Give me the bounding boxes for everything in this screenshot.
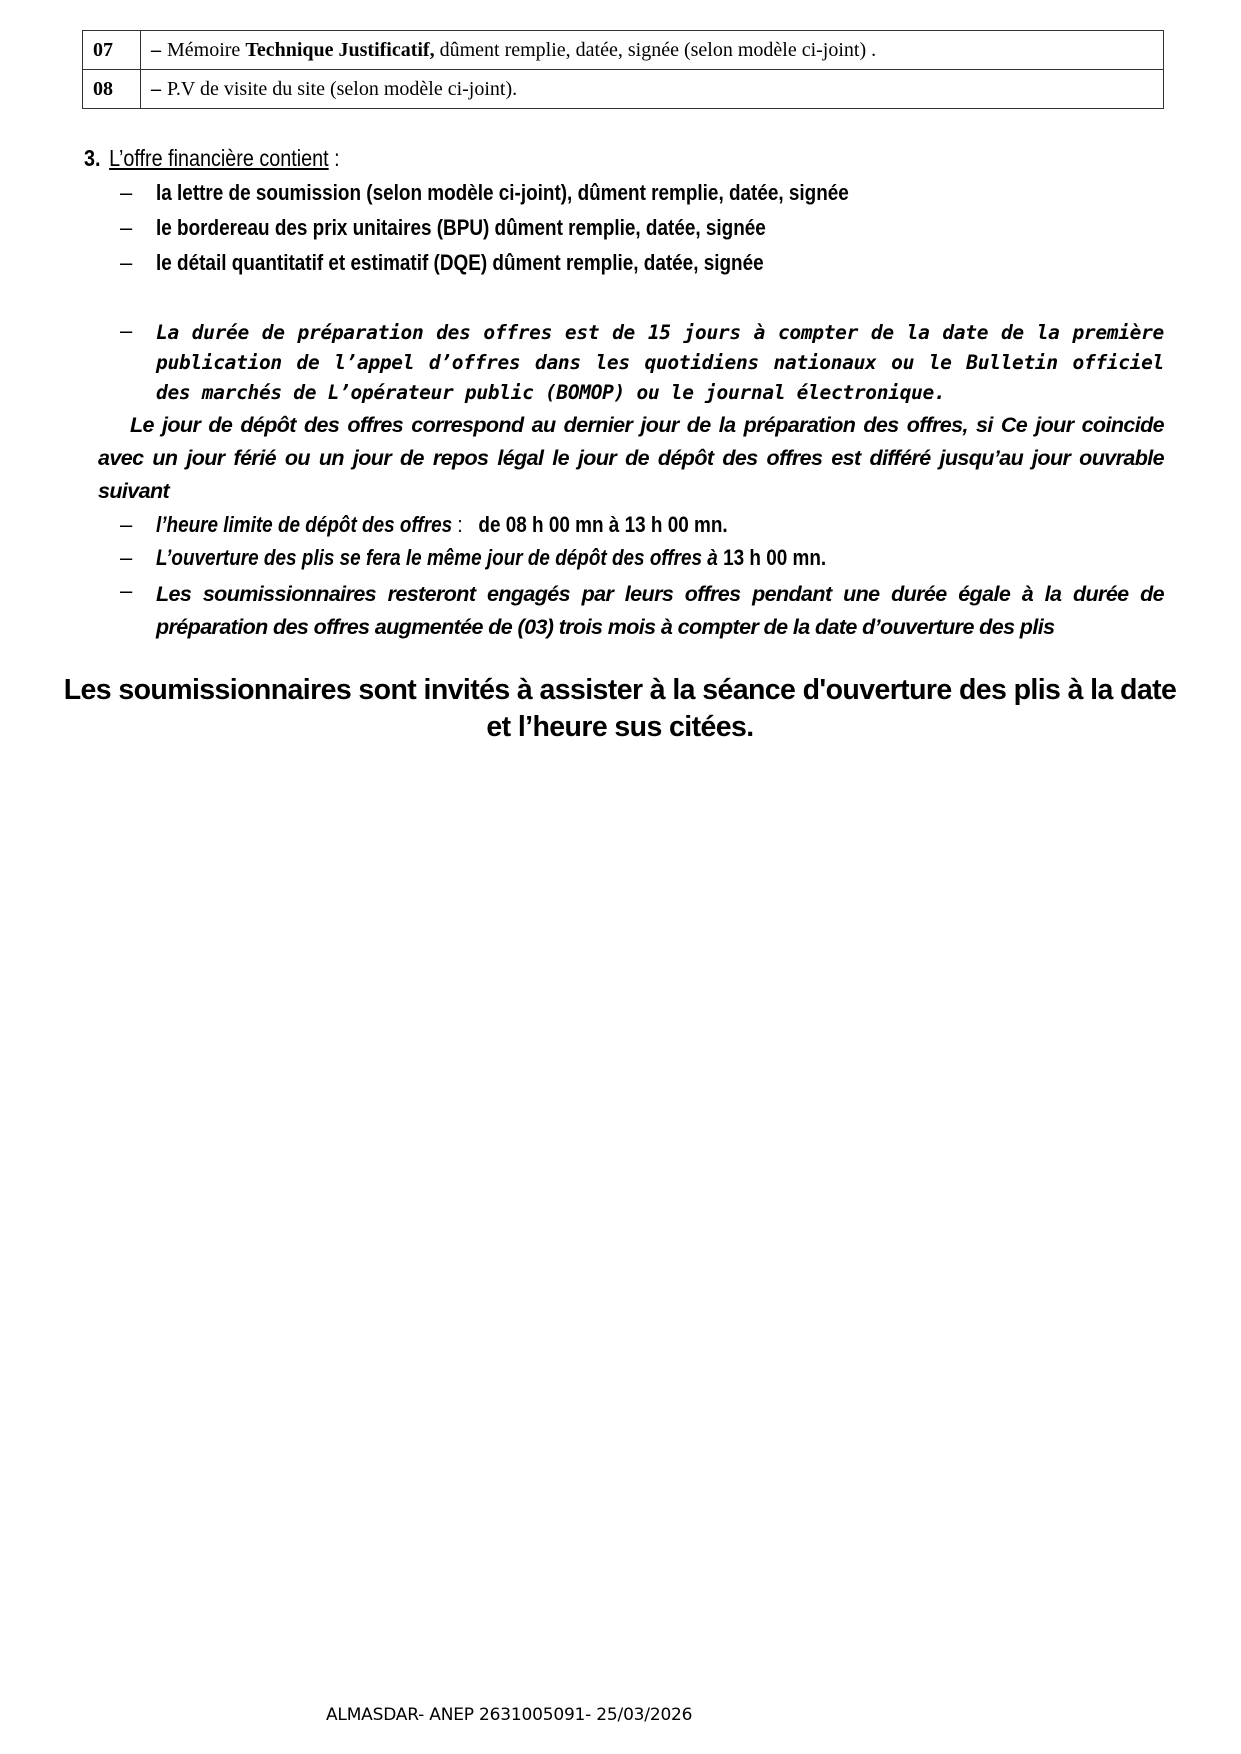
- paragraph-line: suivant: [98, 479, 170, 503]
- closing-line: et l’heure sus citées.: [486, 711, 754, 743]
- bullet-dash: –: [120, 545, 133, 570]
- bullet-dash: –: [120, 180, 133, 205]
- section-title: L’offre financière contient: [109, 145, 329, 171]
- row-text: Mémoire: [167, 38, 246, 61]
- documents-table: [82, 30, 1164, 109]
- deadline-separator: :: [452, 512, 479, 537]
- bullet-dash: –: [120, 578, 133, 603]
- opening-line: [156, 545, 826, 571]
- paragraph-line: Le jour de dépôt des offres correspond au dernier jour de la préparation des offres, si Ce jour coincide: [130, 413, 1164, 437]
- duration-note: La durée de préparation des offres est de 15 jours à compter de la date de la première publication de l’appel d’offres dans les quotidiens nationaux ou le Bulletin officiel des marchés de L’opérateur public (BOMOP) ou le journal électronique.: [156, 321, 1164, 404]
- row-number: 07: [83, 31, 141, 70]
- deadline-line: [156, 512, 728, 538]
- bullet-dash: –: [120, 318, 133, 343]
- table-row: [83, 31, 1164, 70]
- deadline-label: l’heure limite de dépôt des offres: [156, 512, 453, 537]
- row-description: [141, 31, 1164, 70]
- row-description: [141, 70, 1164, 109]
- row-text-bold: Technique Justificatif,: [245, 38, 435, 61]
- section-colon: :: [328, 145, 340, 171]
- footer-reference: ALMASDAR- ANEP 2631005091- 25/03/2026: [326, 1705, 693, 1725]
- bullet-dash: –: [120, 512, 133, 537]
- row-number: 08: [83, 70, 141, 109]
- section-heading: [84, 145, 340, 172]
- list-item-text: le détail quantitatif et estimatif (DQE) dûment remplie, datée, signée: [156, 250, 764, 275]
- paragraph-line: avec un jour férié ou un jour de repos légal le jour de dépôt des offres est différé jusqu’au jour ouvrable: [98, 446, 1164, 470]
- row-text: P.V de visite du site (selon modèle ci-joint).: [167, 77, 518, 100]
- opening-time: 13 h 00 mn.: [717, 545, 827, 570]
- bullet-dash: –: [120, 250, 133, 275]
- closing-line: Les soumissionnaires sont invités à assister à la séance d'ouverture des plis à la date: [63, 674, 1177, 706]
- engagement-text: Les soumissionnaires resteront engagés par leurs offres pendant une durée égale à la durée de préparation des offres augmentée de (03) trois mois à compter de la date d’ouverture des plis: [156, 582, 1164, 639]
- deposit-paragraph: [98, 409, 1164, 508]
- section-number: 3.: [84, 145, 101, 171]
- list-item-text: la lettre de soumission (selon modèle ci-joint), dûment remplie, datée, signée: [156, 180, 849, 205]
- dash-mark: –: [151, 38, 161, 61]
- table-row: [83, 70, 1164, 109]
- opening-text: L’ouverture des plis se fera le même jour de dépôt des offres à: [156, 545, 718, 570]
- row-text-end: dûment remplie, datée, signée (selon modèle ci-joint) .: [434, 38, 877, 61]
- dash-mark: –: [151, 77, 161, 100]
- bullet-dash: –: [120, 215, 133, 240]
- deadline-value: de 08 h 00 mn à 13 h 00 mn.: [478, 512, 728, 537]
- closing-statement: [60, 672, 1180, 746]
- list-item-text: le bordereau des prix unitaires (BPU) dûment remplie, datée, signée: [156, 215, 766, 240]
